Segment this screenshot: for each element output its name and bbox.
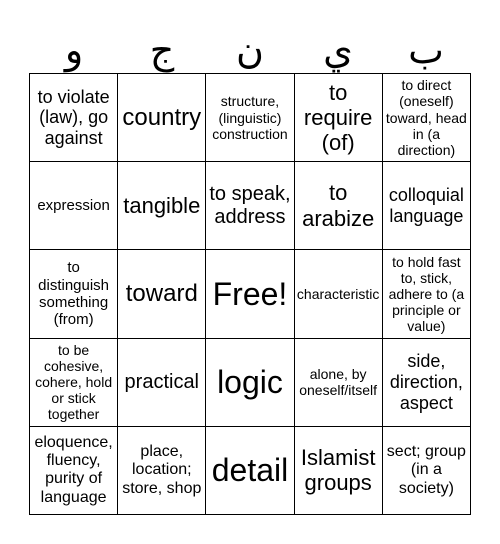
card-row-1 xyxy=(30,74,471,162)
bingo-cell[interactable]: logic xyxy=(206,338,294,426)
bingo-cell[interactable]: alone, by oneself/itself xyxy=(294,338,382,426)
bingo-cell[interactable]: structure, (linguistic) construction xyxy=(206,74,294,162)
bingo-cell[interactable]: to arabize xyxy=(294,162,382,250)
bingo-cell[interactable]: colloquial language xyxy=(382,162,470,250)
bingo-cell[interactable]: country xyxy=(118,74,206,162)
header-letter-2: ج xyxy=(149,28,175,72)
bingo-cell[interactable]: to violate (law), go against xyxy=(30,74,118,162)
bingo-cell[interactable]: to require (of) xyxy=(294,74,382,162)
bingo-cell[interactable]: practical xyxy=(118,338,206,426)
header-letter-3: ن xyxy=(236,28,264,72)
bingo-cell[interactable]: place, location; store, shop xyxy=(118,426,206,514)
bingo-cell[interactable]: characteristic xyxy=(294,250,382,338)
bingo-cell[interactable]: to direct (oneself) toward, head in (a direction) xyxy=(382,74,470,162)
header-letter-5: ب xyxy=(408,28,444,72)
bingo-cell[interactable]: side, direction, aspect xyxy=(382,338,470,426)
bingo-cell[interactable]: sect; group (in a society) xyxy=(382,426,470,514)
bingo-cell[interactable]: to distinguish something (from) xyxy=(30,250,118,338)
card-row-4 xyxy=(30,338,471,426)
bingo-cell[interactable]: eloquence, fluency, purity of language xyxy=(30,426,118,514)
bingo-cell[interactable]: expression xyxy=(30,162,118,250)
bingo-header xyxy=(30,28,470,72)
bingo-cell[interactable]: toward xyxy=(118,250,206,338)
bingo-card xyxy=(29,73,471,515)
card-row-5 xyxy=(30,426,471,514)
bingo-cell[interactable]: to hold fast to, stick, adhere to (a principle or value) xyxy=(382,250,470,338)
bingo-cell[interactable]: to speak, address xyxy=(206,162,294,250)
free-space[interactable]: Free! xyxy=(206,250,294,338)
card-row-2 xyxy=(30,162,471,250)
card-row-3 xyxy=(30,250,471,338)
bingo-cell[interactable]: Islamist groups xyxy=(294,426,382,514)
bingo-cell[interactable]: tangible xyxy=(118,162,206,250)
bingo-cell[interactable]: detail xyxy=(206,426,294,514)
bingo-cell[interactable]: to be cohesive, cohere, hold or stick together xyxy=(30,338,118,426)
header-letter-4: ي xyxy=(323,28,353,72)
header-letter-1: و xyxy=(64,28,84,72)
